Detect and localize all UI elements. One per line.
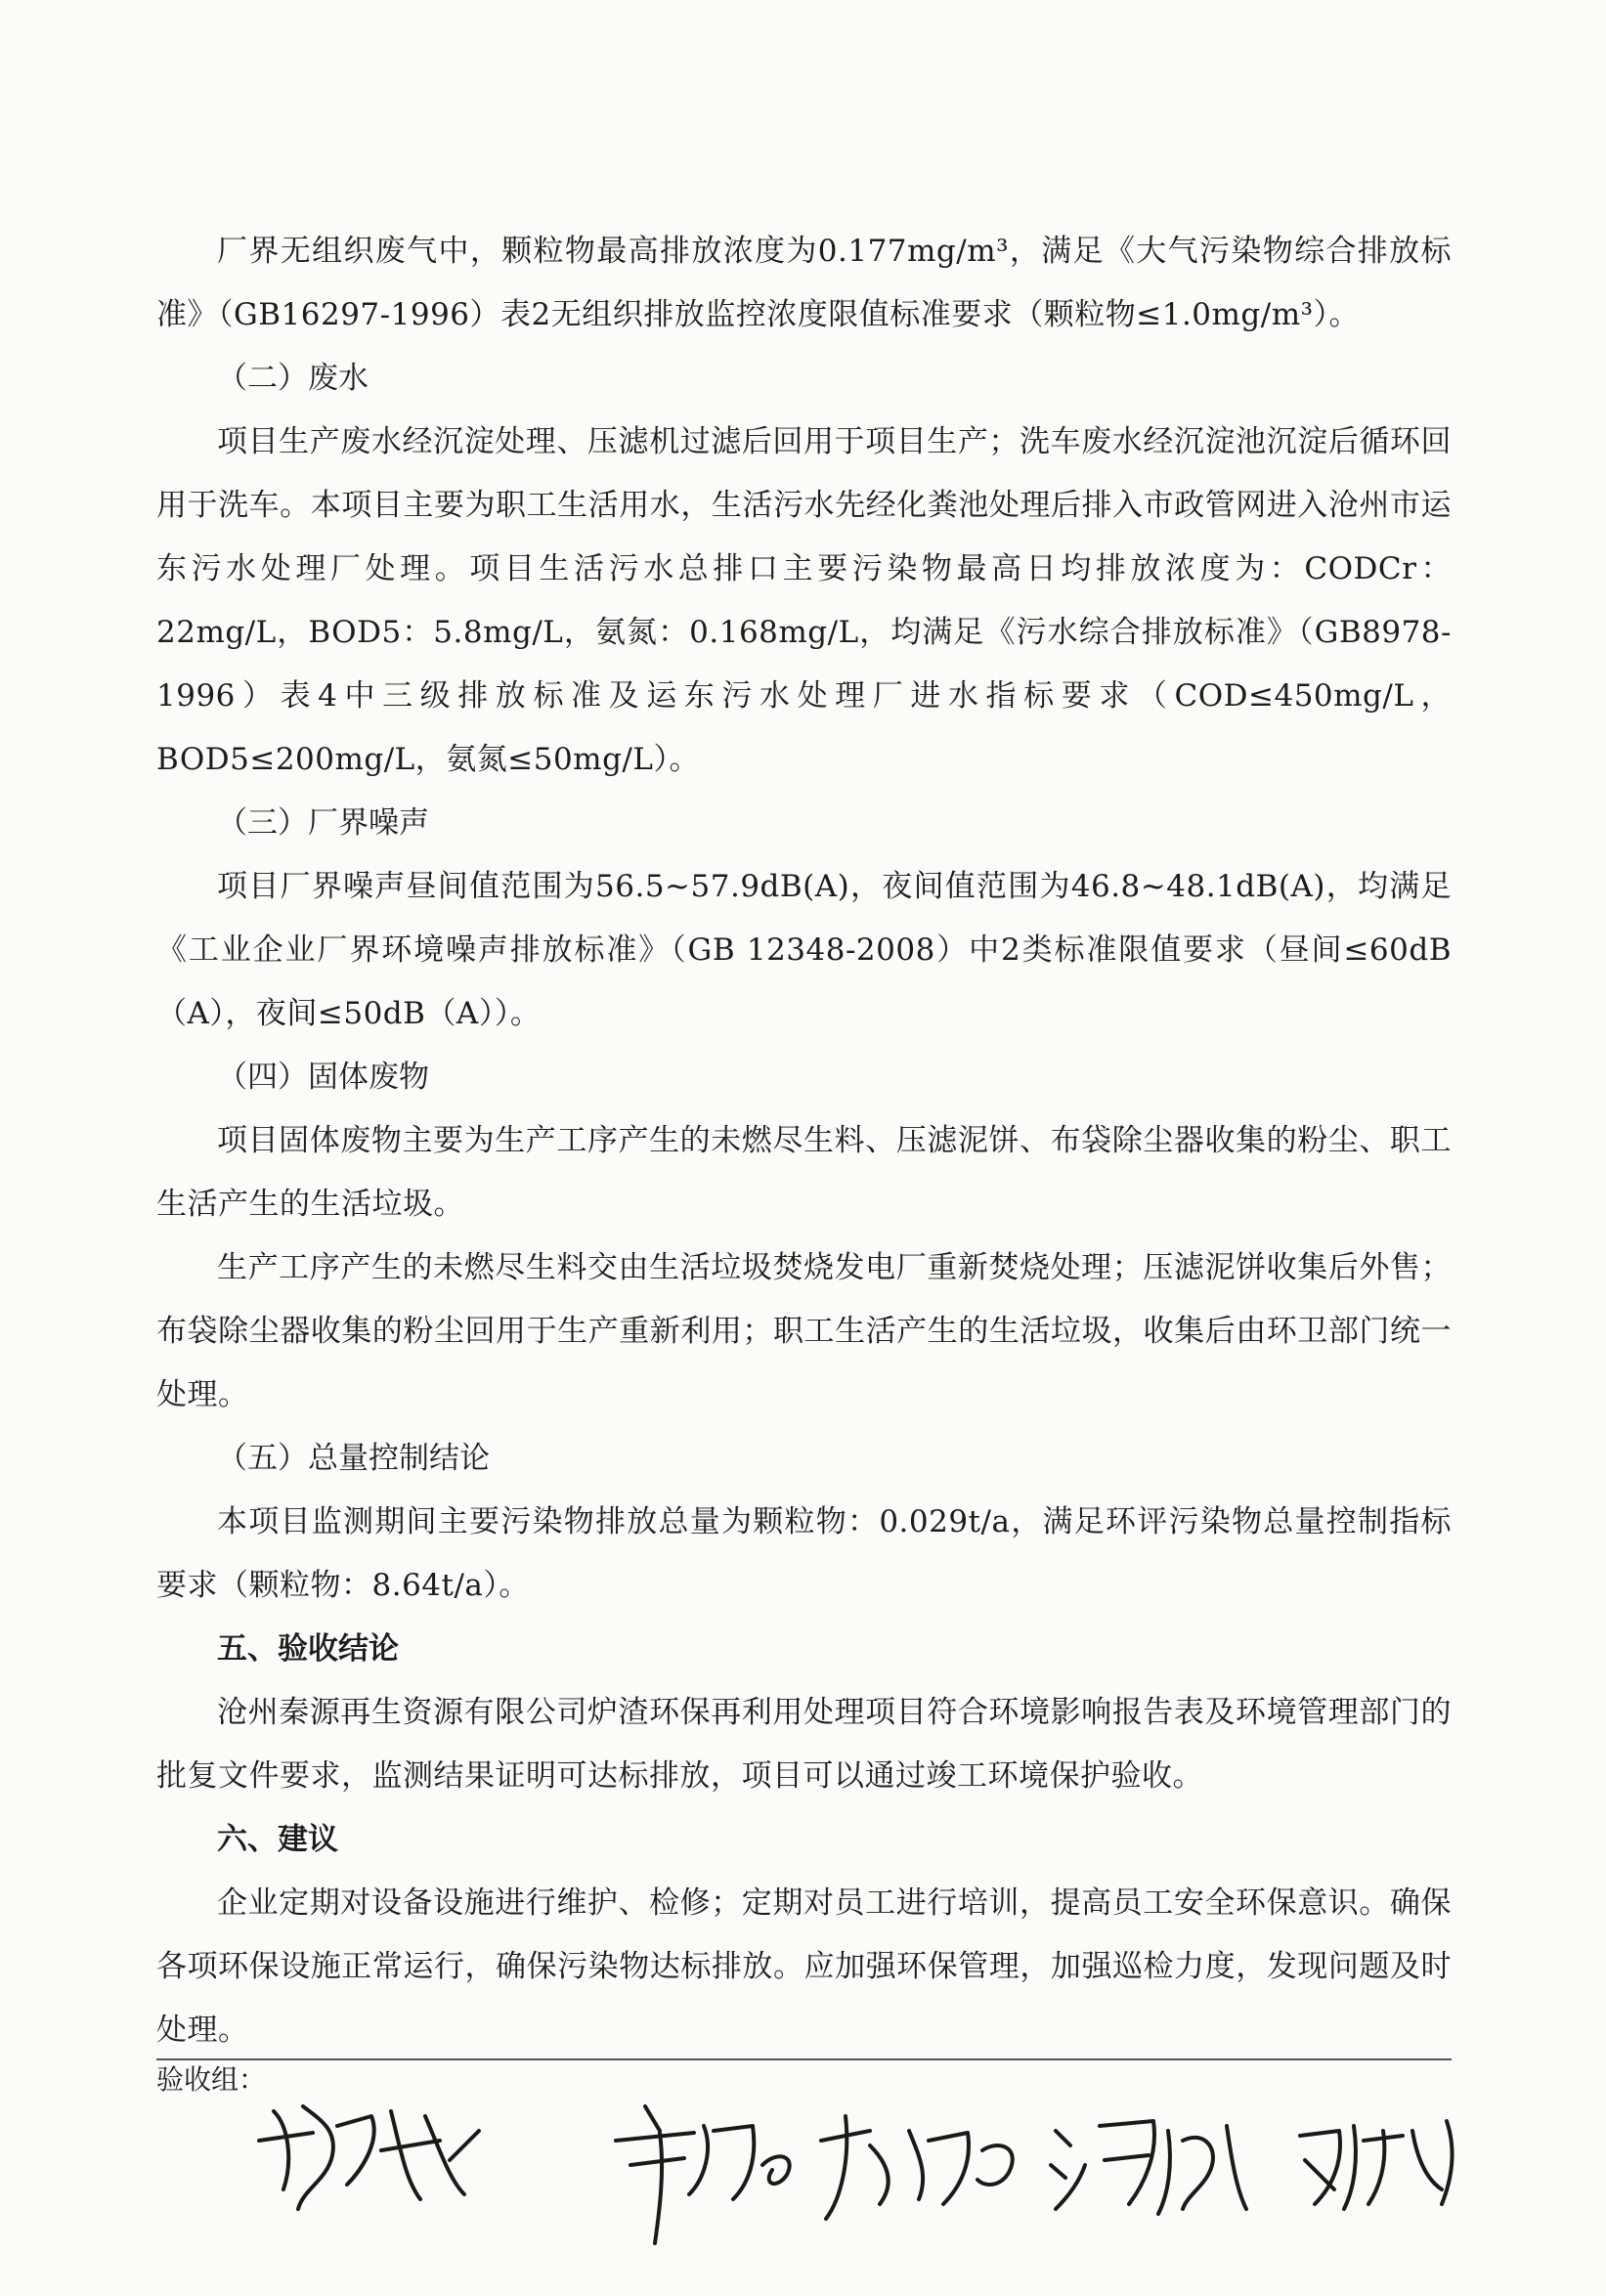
signature-4 (1051, 2121, 1246, 2214)
document-body (156, 220, 1452, 2062)
section-heading-conclusion: 五、验收结论 (217, 1631, 399, 1667)
paragraph: 企业定期对设备设施进行维护、检修；定期对员工进行培训，提高员工安全环保意识。确保各项环保设施正常运行，确保污染物达标排放。应加强环保管理，加强巡检力度，发现问题及时处理。 (156, 1885, 1452, 2048)
section-heading-total-control: （五）总量控制结论 (217, 1441, 490, 1476)
paragraph: 生产工序产生的未燃尽生料交由生活垃圾焚烧发电厂重新焚烧处理；压滤泥饼收集后外售；布袋除尘器收集的粉尘回用于生产重新利用；职工生活产生的生活垃圾，收集后由环卫部门统一处理。 (156, 1250, 1452, 1412)
paragraph: 项目生产废水经沉淀处理、压滤机过滤后回用于项目生产；洗车废水经沉淀池沉淀后循环回用于洗车。本项目主要为职工生活用水，生活污水先经化粪池处理后排入市政管网进入沧州市运东污水处理厂处理。项目生活污水总排口主要污染物最高日均排放浓度为：CODCr：22mg/L，BOD5：5.8mg/L，氨氮：0.168mg/L，均满足《污水综合排放标准》（GB8978-1996）表4中三级排放标准及运东污水处理厂进水指标要求（COD≤450mg/L，BOD5≤200mg/L，氨氮≤50mg/L）。 (156, 424, 1452, 777)
signature-2 (616, 2106, 790, 2243)
paragraph: 项目固体废物主要为生产工序产生的未燃尽生料、压滤泥饼、布袋除尘器收集的粉尘、职工生活产生的生活垃圾。 (156, 1123, 1452, 1222)
signature-3 (821, 2116, 1013, 2219)
section-heading-noise: （三）厂界噪声 (217, 805, 429, 841)
paragraph: 厂界无组织废气中，颗粒物最高排放浓度为0.177mg/m³，满足《大气污染物综合排放标准》（GB16297-1996）表2无组织排放监控浓度限值标准要求（颗粒物≤1.0mg/m³）。 (156, 234, 1452, 332)
paragraph: 项目厂界噪声昼间值范围为56.5~57.9dB(A)，夜间值范围为46.8~48.1dB(A)，均满足《工业企业厂界环境噪声排放标准》（GB 12348-2008）中2类标准限值要求（昼间≤60dB（A），夜间≤50dB（A））。 (156, 869, 1452, 1031)
paragraph: 沧州秦源再生资源有限公司炉渣环保再利用处理项目符合环境影响报告表及环境管理部门的批复文件要求，监测结果证明可达标排放，项目可以通过竣工环境保护验收。 (156, 1695, 1452, 1794)
section-heading-solid-waste: （四）固体废物 (217, 1060, 429, 1095)
divider (156, 2058, 1452, 2060)
handwritten-signatures (244, 2072, 1505, 2268)
paragraph: 本项目监测期间主要污染物排放总量为颗粒物：0.029t/a，满足环评污染物总量控制指标要求（颗粒物：8.64t/a）。 (156, 1504, 1452, 1603)
signature-label: 验收组： (156, 2063, 267, 2096)
section-heading-suggestions: 六、建议 (217, 1822, 338, 1857)
signature-1 (259, 2106, 479, 2209)
signature-5 (1300, 2121, 1452, 2209)
section-heading-wastewater: （二）废水 (217, 361, 369, 396)
